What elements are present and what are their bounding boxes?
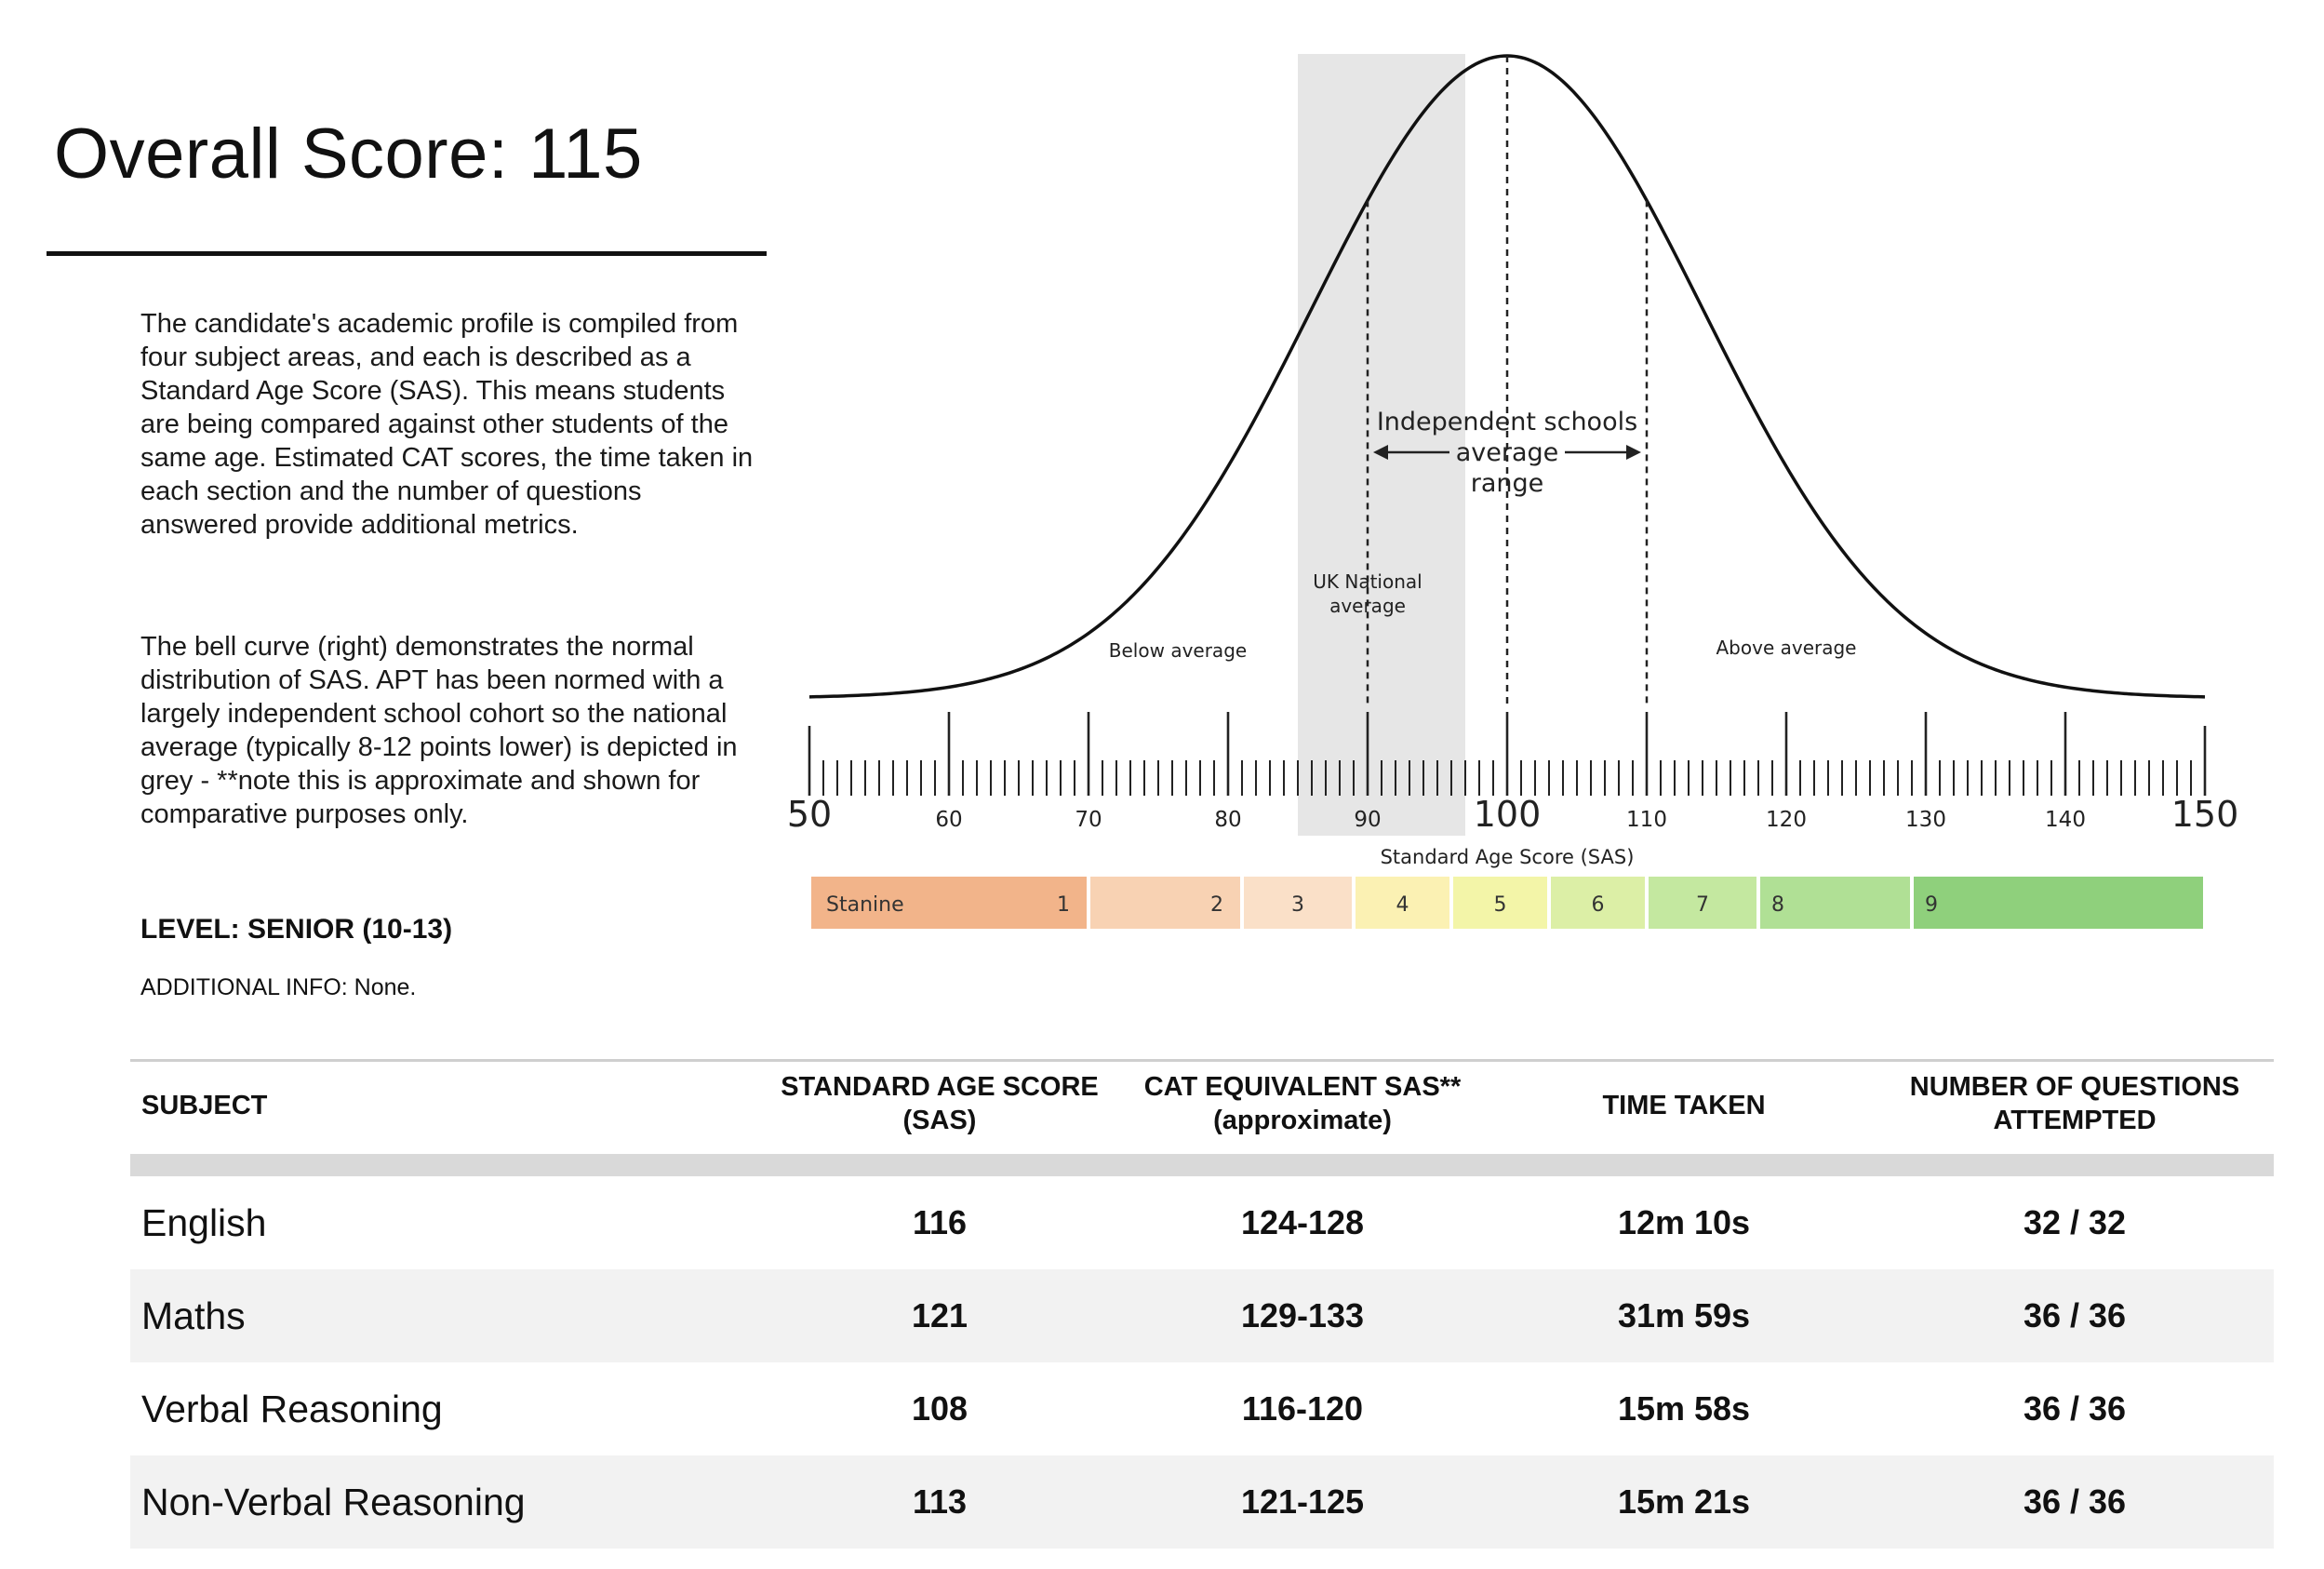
cell-questions: 36 / 36 [2023,1296,2127,1334]
stanine-value-9: 9 [1925,893,1938,917]
above-average-label: Above average [1716,637,1857,659]
tick-label: 60 [935,808,963,832]
cell-time: 15m 58s [1617,1389,1751,1428]
page-title: Overall Score: 115 [54,114,643,194]
cell-time: 31m 59s [1617,1296,1751,1334]
cell-subject: Maths [141,1294,246,1337]
independent-range-label: average [1455,438,1559,467]
stanine-band-9 [1914,877,2203,929]
stanine-value-3: 3 [1291,893,1304,917]
tick-label: 150 [2170,794,2239,835]
header-subject: SUBJECT [141,1091,268,1120]
stanine-value-8: 8 [1771,893,1784,917]
table-row [130,1455,2274,1549]
cell-time: 12m 10s [1617,1203,1751,1241]
header-cat-line2: (approximate) [1213,1106,1392,1135]
tick-label: 130 [1905,808,1946,832]
header-cat-line1: CAT EQUIVALENT SAS** [1143,1072,1462,1102]
table-row [130,1176,2274,1269]
stanine-value-1: 1 [1057,893,1070,917]
uk-national-label: average [1329,595,1406,617]
independent-range-label: range [1470,469,1544,498]
table-body [130,1176,2274,1549]
cell-cat: 129-133 [1240,1296,1365,1334]
tick-label: 100 [1473,794,1542,835]
level-label: LEVEL: SENIOR (10-13) [140,914,453,945]
header-cat [1116,1070,1489,1137]
stanine-value-2: 2 [1210,893,1223,917]
header-sas-line2: (SAS) [902,1106,977,1135]
cell-questions: 36 / 36 [2023,1482,2127,1521]
header-sas-line1: STANDARD AGE SCORE [781,1072,1099,1102]
stanine-label: Stanine [826,893,904,917]
cell-questions: 32 / 32 [2023,1203,2127,1241]
tick-label: 80 [1214,808,1242,832]
tick-label: 140 [2045,808,2086,832]
tick-label: 70 [1075,808,1102,832]
header-questions-line1: NUMBER OF QUESTIONS [1909,1072,2240,1102]
cell-subject: English [141,1201,267,1244]
results-table [130,1061,2274,1523]
stanine-value-4: 4 [1396,893,1409,917]
intro-paragraph-1: The candidate's academic profile is compiled from four subject areas, and each is described as a Standard Age Score (SAS). This means students are being compared against other students of the same age. Estimated CAT scores, the time taken in each section and the number of questions answered provide additional metrics. [140,309,754,540]
table-header [130,1061,2274,1150]
cell-cat: 116-120 [1241,1389,1364,1428]
national-average-band [1298,54,1465,836]
stanine-value-6: 6 [1591,893,1605,917]
header-questions [1879,1070,2270,1137]
stanine-value-7: 7 [1696,893,1709,917]
table-row [130,1362,2274,1455]
cell-subject: Non-Verbal Reasoning [141,1481,526,1523]
header-separator-bar [130,1154,2274,1176]
cell-time: 15m 21s [1617,1482,1751,1521]
uk-national-label: UK National [1313,570,1422,593]
header-questions-line2: ATTEMPTED [1993,1106,2157,1135]
cell-sas: 121 [911,1296,968,1334]
stanine-value-5: 5 [1493,893,1507,917]
cell-sas: 116 [912,1203,968,1241]
cell-sas: 108 [911,1389,968,1428]
independent-range-label: Independent schools [1376,408,1638,436]
cell-cat: 121-125 [1240,1482,1365,1521]
tick-label: 120 [1766,808,1807,832]
table-row [130,1269,2274,1362]
below-average-label: Below average [1108,639,1248,662]
range-arrowhead-right [1626,445,1641,460]
cell-subject: Verbal Reasoning [141,1388,443,1430]
tick-label: 50 [786,794,833,835]
header-time: TIME TAKEN [1602,1091,1766,1120]
tick-label: 110 [1626,808,1667,832]
cell-cat: 124-128 [1240,1203,1365,1241]
intro-paragraph-2: The bell curve (right) demonstrates the normal distribution of SAS. APT has been normed with a largely independent school cohort so the national average (typically 8-12 points lower) is depicted in grey - **note this is approximate and shown for comparative purposes only. [140,632,738,829]
cell-questions: 36 / 36 [2023,1389,2127,1428]
header-sas [763,1070,1116,1137]
tick-label: 90 [1354,808,1382,832]
x-axis-label: Standard Age Score (SAS) [1380,846,1635,868]
additional-info: ADDITIONAL INFO: None. [140,974,417,1000]
cell-sas: 113 [912,1482,968,1521]
